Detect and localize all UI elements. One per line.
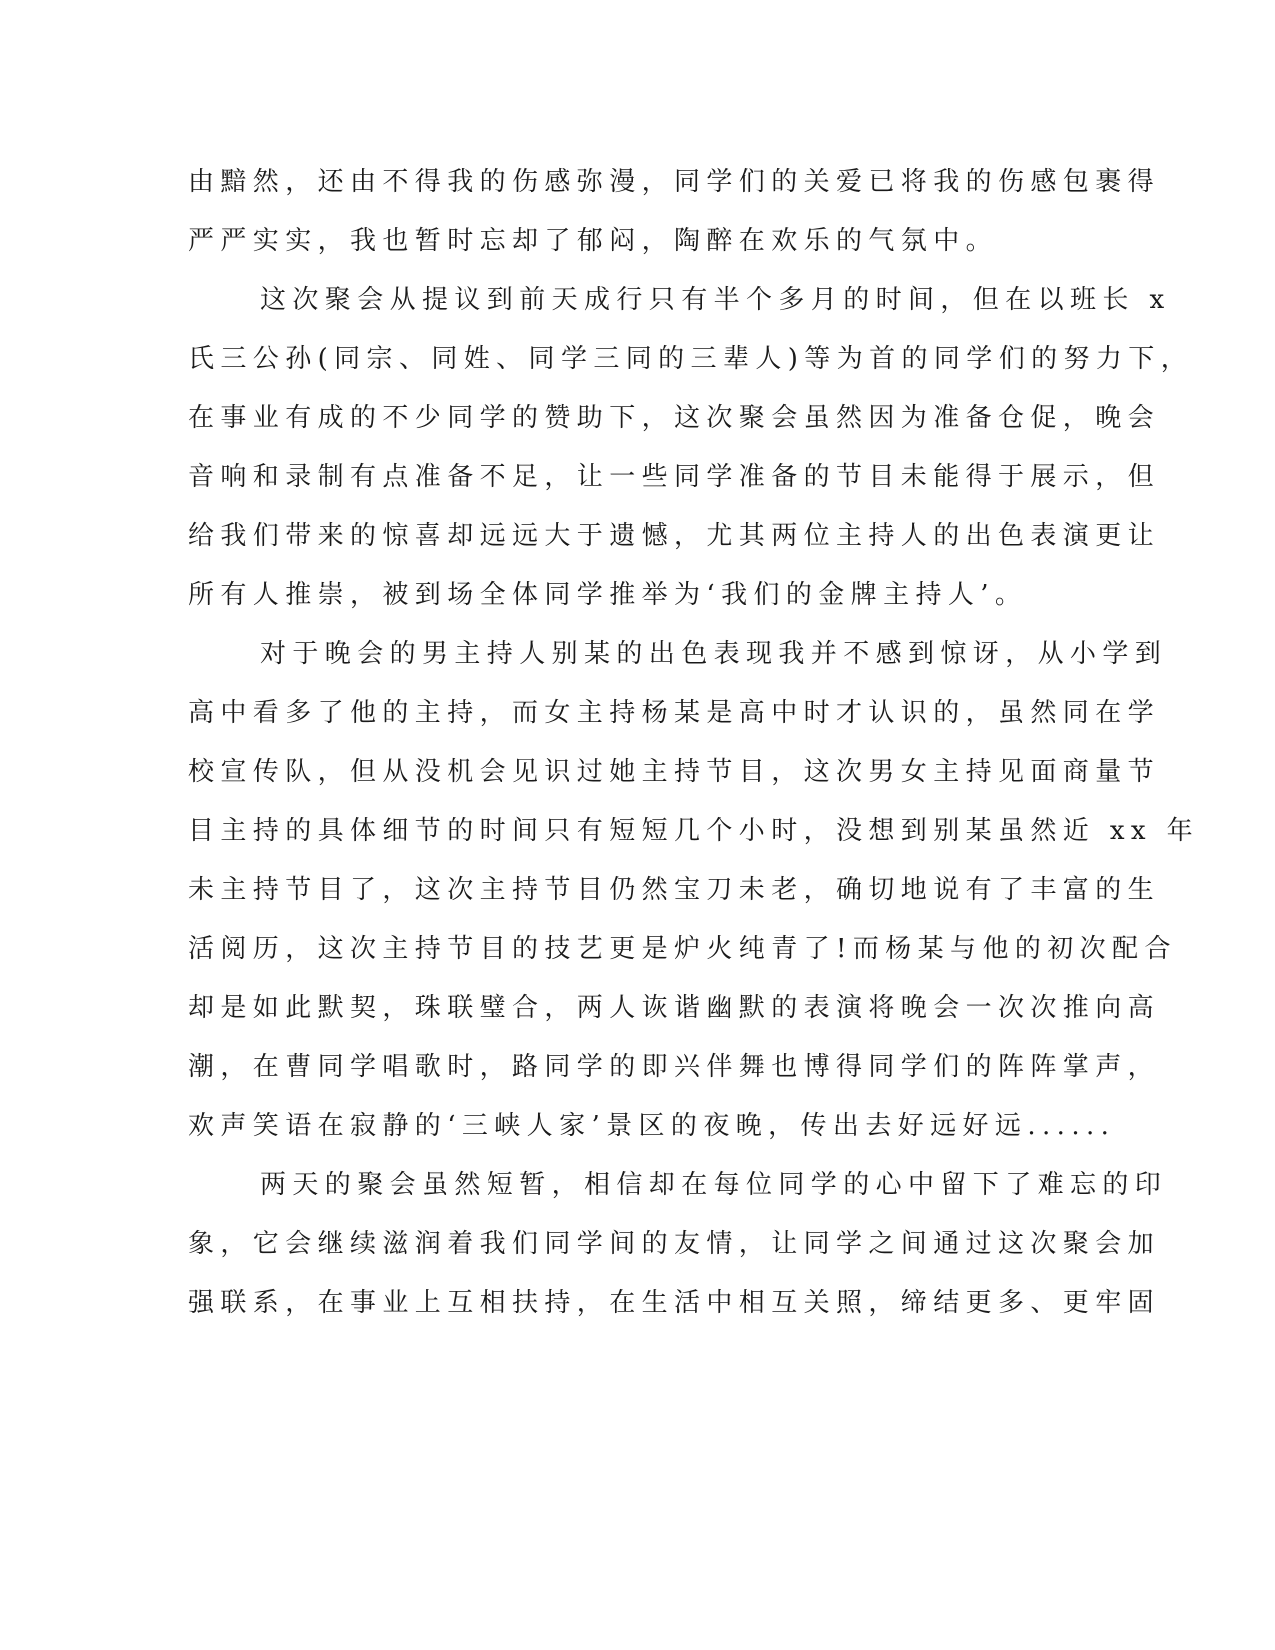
text-line: 校宣传队，但从没机会见识过她主持节目，这次男女主持见面商量节	[188, 757, 1161, 787]
paragraph-first-line: 对于晚会的男主持人别某的出色表现我并不感到惊讶，从小学到	[260, 639, 1168, 669]
text-line: 高中看多了他的主持，而女主持杨某是高中时才认识的，虽然同在学	[188, 698, 1161, 728]
text-line: 在事业有成的不少同学的赞助下，这次聚会虽然因为准备仓促，晚会	[188, 403, 1161, 433]
text-line: 未主持节目了，这次主持节目仍然宝刀未老，确切地说有了丰富的生	[188, 875, 1161, 905]
text-line: 潮，在曹同学唱歌时，路同学的即兴伴舞也博得同学们的阵阵掌声，	[188, 1052, 1161, 1082]
paragraph-first-line: 两天的聚会虽然短暂，相信却在每位同学的心中留下了难忘的印	[260, 1170, 1168, 1200]
text-line: 音响和录制有点准备不足，让一些同学准备的节目未能得于展示，但	[188, 462, 1161, 492]
text-line: 活阅历，这次主持节目的技艺更是炉火纯青了!而杨某与他的初次配合	[188, 934, 1177, 964]
text-line: 所有人推崇，被到场全体同学推举为‘我们的金牌主持人’。	[188, 580, 1028, 610]
text-line: 却是如此默契，珠联璧合，两人诙谐幽默的表演将晚会一次次推向高	[188, 993, 1161, 1023]
text-line: 严严实实，我也暂时忘却了郁闷，陶醉在欢乐的气氛中。	[188, 226, 999, 256]
text-line: 由黯然，还由不得我的伤感弥漫，同学们的关爱已将我的伤感包裹得	[188, 167, 1161, 197]
paragraph-first-line: 这次聚会从提议到前天成行只有半个多月的时间，但在以班长 x	[260, 285, 1171, 315]
text-line: 欢声笑语在寂静的‘三峡人家’景区的夜晚，传出去好远好远......	[188, 1111, 1116, 1141]
text-line: 目主持的具体细节的时间只有短短几个小时，没想到别某虽然近 xx 年	[188, 816, 1200, 846]
text-line: 给我们带来的惊喜却远远大于遗憾，尤其两位主持人的出色表演更让	[188, 521, 1161, 551]
text-line: 氏三公孙(同宗、同姓、同学三同的三辈人)等为首的同学们的努力下，	[188, 344, 1194, 374]
text-line: 强联系，在事业上互相扶持，在生活中相互关照，缔结更多、更牢固	[188, 1288, 1161, 1318]
text-line: 象，它会继续滋润着我们同学间的友情，让同学之间通过这次聚会加	[188, 1229, 1161, 1259]
